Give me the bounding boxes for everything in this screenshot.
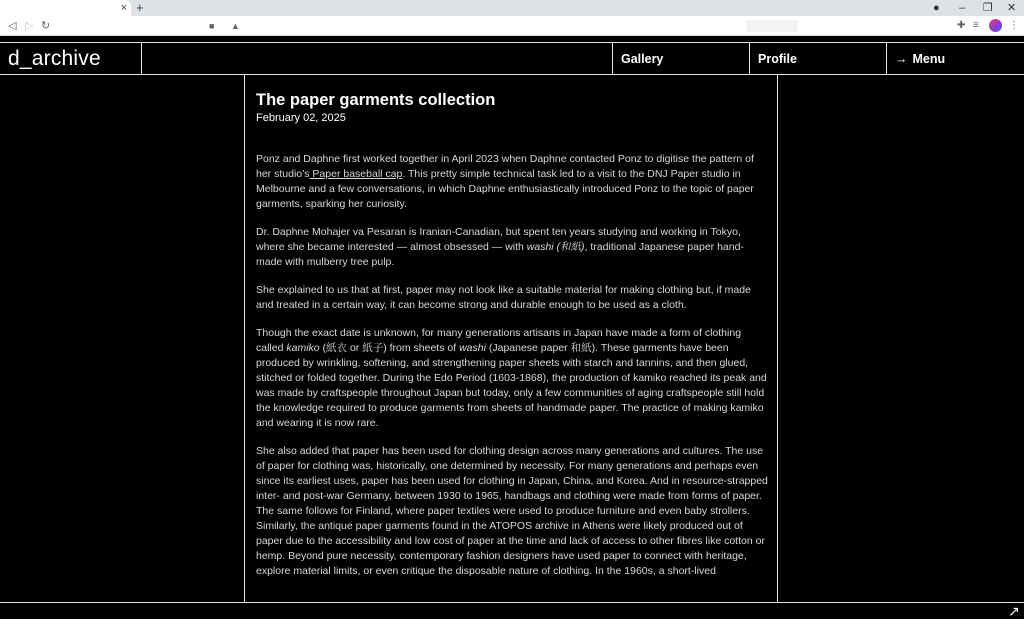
tab-close-icon[interactable]: ×	[120, 2, 127, 14]
nav-menu-label: Menu	[912, 52, 946, 66]
page-title: The paper garments collection	[256, 91, 496, 109]
header-spacer	[141, 43, 613, 74]
article-date: February 02, 2025	[256, 112, 346, 124]
nav-profile[interactable]	[749, 43, 886, 74]
address-bar-chip[interactable]	[746, 20, 798, 32]
back-icon[interactable]: ◁	[8, 20, 17, 32]
paragraph-1	[256, 152, 768, 212]
reading-list-icon[interactable]: ≡	[973, 20, 979, 31]
article-body	[256, 152, 768, 579]
browser-tabstrip	[0, 0, 1024, 16]
nav-profile-label[interactable]: Profile	[758, 52, 797, 66]
paragraph-1-text-end: . This pretty simple technical task led to a visit to the DNJ Paper studio in Melbourne and a few conversations, in which Daphne enthusiastically introduced Ponz to the topic of paper garments, sparking her curiosity.	[256, 168, 754, 210]
address-bar[interactable]	[200, 17, 800, 35]
new-tab-icon[interactable]: +	[136, 0, 144, 15]
nav-menu-link[interactable]	[895, 52, 945, 66]
article	[256, 90, 768, 592]
nav-menu[interactable]	[886, 43, 1024, 74]
browser-toolbar	[0, 16, 1024, 36]
paragraph-4-text-c: (Japanese paper 和紙). These garments have been produced by wrinkling, softening, and strengthening paper sheets with starch and tannins, and then glued, stitched or folded together. During the Edo Period (1603-1868), the production of kamiko reached its peak and was made by craftspeople throughout Japan but today, only a few communities of aging craftspeople still hold the knowledge required to produce garments from sheets of handmade paper. The practice of making kamiko and wearing it is now rare.	[256, 342, 767, 429]
nav-gallery-label[interactable]: Gallery	[621, 52, 664, 66]
paragraph-1-text: Ponz and Daphne first worked together in April 2023 when Daphne contacted Ponz to digitise the pattern of her studio’s	[256, 153, 754, 180]
extensions-icon[interactable]: ✚	[957, 20, 966, 31]
bookmark-icon[interactable]: ■	[209, 21, 215, 31]
bottom-divider	[0, 602, 1024, 603]
paragraph-2	[256, 225, 768, 270]
paragraph-4-text-a: Though the exact date is unknown, for many generations artisans in Japan have made a form of clothing called	[256, 327, 742, 354]
nav-gallery[interactable]	[612, 43, 749, 74]
paragraph-3: She explained to us that at first, paper may not look like a suitable material for making clothing but, if made and treated in a certain way, it can become strong and durable enough to be used as a cloth.	[256, 284, 751, 311]
paragraph-4	[256, 326, 768, 431]
paper-baseball-cap-link[interactable]: Paper baseball cap	[309, 168, 403, 180]
arrow-up-right-icon[interactable]: ↗	[1008, 603, 1020, 619]
minimize-icon[interactable]: –	[959, 2, 966, 14]
site-header	[0, 42, 1024, 75]
washi-term-2: washi	[459, 342, 486, 354]
reload-icon[interactable]: ↻	[41, 20, 51, 32]
close-window-icon[interactable]: ✕	[1007, 2, 1017, 14]
washi-term: washi (和紙)	[526, 241, 585, 253]
kamiko-term: kamiko	[286, 342, 320, 354]
forward-icon[interactable]: ▷	[25, 20, 34, 32]
browser-menu-icon[interactable]: ⋮	[1009, 20, 1019, 31]
browser-tab[interactable]	[0, 0, 131, 16]
paragraph-2-text: Dr. Daphne Mohajer va Pesaran is Iranian-Canadian, but spent ten years studying and working in Tokyo, where she became interested — almost obsessed — with	[256, 226, 741, 253]
site	[0, 37, 1024, 619]
paragraph-5: She also added that paper has been used for clothing design across many generations and cultures. The use of paper for clothing was, historically, one determined by necessity. For many generations and perhaps even since its earliest uses, paper has been used for clothing in Japan, China, and Korea. And in resource-strapped inter- and post-war Germany, between 1930 to 1965, handbags and clothing were made from forms of paper. The same follows for Finland, where paper textiles were used to produce furniture and even baby strollers. Similarly, the antique paper garments found in the ATOPOS archive in Athens were likely produced out of paper due to the accessibility and low cost of paper at the time and lack of access to other fibres like cotton or hemp. Beyond pure necessity, contemporary fashion designers have used paper to connect with heritage, explore material limits, or even critique the disposable nature of clothing. In the 1960s, a short-lived	[256, 445, 768, 577]
avatar[interactable]	[989, 19, 1002, 32]
article-frame	[244, 75, 778, 602]
paragraph-4-text-b: (紙衣 or 紙子) from sheets of	[319, 342, 460, 354]
profile-indicator-icon[interactable]: ●	[933, 2, 940, 14]
arrow-right-icon: →	[895, 52, 908, 66]
lock-icon[interactable]: ▲	[231, 21, 240, 31]
site-logo[interactable]: d_archive	[8, 47, 101, 70]
restore-icon[interactable]: ❐	[983, 2, 993, 14]
paragraph-2-text-end: , traditional Japanese paper hand-made with mulberry tree pulp.	[256, 241, 744, 268]
